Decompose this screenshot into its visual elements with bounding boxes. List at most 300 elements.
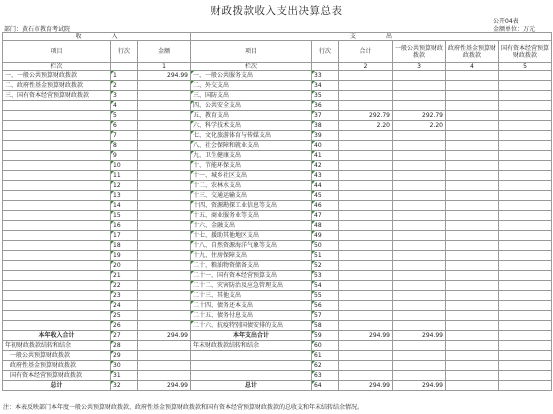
expense-item-header: 项目	[191, 41, 312, 63]
expense-item-cell: 四、公共安全支出	[191, 101, 312, 111]
income-row-no-cell: 22	[111, 281, 138, 291]
expense-item-cell: 本年支出合计	[191, 331, 312, 341]
income-amount-cell	[138, 341, 191, 351]
general-budget-cell	[393, 181, 446, 191]
income-row-no-cell: 31	[111, 371, 138, 381]
income-row-no-cell: 4	[111, 101, 138, 111]
expense-row-no-cell: 62	[312, 361, 339, 371]
income-amount-cell	[138, 141, 191, 151]
income-amount-cell	[138, 371, 191, 381]
gov-fund-cell	[446, 71, 499, 81]
gov-fund-cell	[446, 371, 499, 381]
income-row-no-cell: 9	[111, 151, 138, 161]
total-cell	[339, 131, 393, 141]
total-cell: 292.79	[339, 111, 393, 121]
total-cell: 294.99	[339, 331, 393, 341]
total-cell: 2.20	[339, 121, 393, 131]
table-row	[3, 181, 552, 191]
table-row	[3, 321, 552, 331]
expense-item-cell: 三、国防支出	[191, 91, 312, 101]
income-item-cell	[3, 121, 111, 131]
income-row-no-cell: 12	[111, 181, 138, 191]
state-capital-cell	[499, 161, 552, 171]
table-row	[3, 261, 552, 271]
expense-row-no-cell: 47	[312, 211, 339, 221]
general-budget-cell	[393, 291, 446, 301]
income-item-cell: 一般公共预算财政拨款	[3, 351, 111, 361]
expense-item-cell: 十、节能环保支出	[191, 161, 312, 171]
expense-item-cell: 二、外交支出	[191, 81, 312, 91]
general-budget-cell	[393, 261, 446, 271]
income-amount-cell	[138, 181, 191, 191]
income-amount-cell	[138, 301, 191, 311]
expense-item-cell: 五、教育支出	[191, 111, 312, 121]
expense-row-no-cell: 46	[312, 201, 339, 211]
state-capital-cell	[499, 211, 552, 221]
expense-item-cell	[191, 351, 312, 361]
expense-row-no-cell: 50	[312, 241, 339, 251]
income-item-cell: 一、一般公共预算财政拨款	[3, 71, 111, 81]
table-row	[3, 221, 552, 231]
income-amount-cell	[138, 81, 191, 91]
income-row-no-cell: 25	[111, 311, 138, 321]
income-row-no-cell: 6	[111, 121, 138, 131]
table-row	[3, 151, 552, 161]
expense-item-cell: 十三、交通运输支出	[191, 191, 312, 201]
table-row	[3, 171, 552, 181]
state-capital-cell	[499, 351, 552, 361]
general-budget-cell: 292.79	[393, 111, 446, 121]
income-row-no-cell: 18	[111, 241, 138, 251]
state-capital-cell	[499, 91, 552, 101]
gov-fund-cell	[446, 331, 499, 341]
general-budget-cell	[393, 131, 446, 141]
state-capital-cell	[499, 241, 552, 251]
income-amount-cell	[138, 161, 191, 171]
expense-row-no-cell: 59	[312, 331, 339, 341]
income-row-no-cell: 16	[111, 221, 138, 231]
expense-item-cell	[191, 371, 312, 381]
expense-item-cell: 八、社会保障和就业支出	[191, 141, 312, 151]
gov-fund-cell	[446, 231, 499, 241]
total-cell	[339, 211, 393, 221]
state-capital-cell	[499, 321, 552, 331]
state-capital-cell	[499, 201, 552, 211]
income-item-cell	[3, 211, 111, 221]
total-cell	[339, 261, 393, 271]
gov-fund-cell	[446, 211, 499, 221]
general-budget-cell	[393, 301, 446, 311]
col-num-1: 1	[138, 63, 191, 71]
general-budget-cell	[393, 81, 446, 91]
expense-item-cell: 年末财政拨款结转和结余	[191, 341, 312, 351]
gov-fund-cell	[446, 381, 499, 391]
gov-fund-cell	[446, 161, 499, 171]
gov-fund-cell	[446, 261, 499, 271]
state-capital-cell	[499, 181, 552, 191]
income-row-no-cell: 28	[111, 341, 138, 351]
expense-item-cell: 十六、金融支出	[191, 221, 312, 231]
col-num-5: 5	[499, 63, 552, 71]
income-item-cell: 政府性基金预算财政拨款	[3, 361, 111, 371]
gov-fund-cell	[446, 191, 499, 201]
expense-item-cell: 总计	[191, 381, 312, 391]
general-budget-cell	[393, 201, 446, 211]
income-amount-cell	[138, 281, 191, 291]
income-amount-cell	[138, 121, 191, 131]
income-amount-cell: 294.99	[138, 331, 191, 341]
income-item-cell	[3, 221, 111, 231]
income-item-cell: 年初财政拨款结转和结余	[3, 341, 111, 351]
income-row-no-cell: 21	[111, 271, 138, 281]
expense-item-cell: 二十五、债务付息支出	[191, 311, 312, 321]
expense-col-blank	[312, 63, 339, 71]
state-capital-cell	[499, 171, 552, 181]
state-capital-cell	[499, 331, 552, 341]
table-row	[3, 311, 552, 321]
state-capital-cell	[499, 101, 552, 111]
expense-row-no-cell: 61	[312, 351, 339, 361]
income-col-blank	[111, 63, 138, 71]
expense-item-cell: 十二、农林水支出	[191, 181, 312, 191]
income-amount-cell	[138, 351, 191, 361]
state-capital-cell	[499, 251, 552, 261]
table-row	[3, 231, 552, 241]
income-item-cell	[3, 261, 111, 271]
general-budget-cell	[393, 321, 446, 331]
expense-row-no-cell: 53	[312, 271, 339, 281]
state-capital-cell	[499, 141, 552, 151]
expense-item-cell: 十八、自然资源海洋气象等支出	[191, 241, 312, 251]
income-amount-cell	[138, 151, 191, 161]
state-capital-cell	[499, 291, 552, 301]
income-row-no-cell: 15	[111, 211, 138, 221]
expense-item-cell: 十七、援助其他地区支出	[191, 231, 312, 241]
expense-item-cell: 二十、粮油物资储备支出	[191, 261, 312, 271]
expense-row-no-cell: 34	[312, 81, 339, 91]
total-cell	[339, 91, 393, 101]
unit-label: 金额单位：万元	[493, 26, 536, 33]
state-capital-cell	[499, 81, 552, 91]
state-capital-cell	[499, 371, 552, 381]
income-row-no-cell: 7	[111, 131, 138, 141]
total-cell	[339, 321, 393, 331]
income-row-no-cell: 3	[111, 91, 138, 101]
expense-item-cell: 九、卫生健康支出	[191, 151, 312, 161]
state-capital-cell	[499, 221, 552, 231]
income-item-cell	[3, 241, 111, 251]
table-row	[3, 211, 552, 221]
gov-fund-cell	[446, 311, 499, 321]
income-item-cell	[3, 301, 111, 311]
expense-item-cell: 十九、住房保障支出	[191, 251, 312, 261]
expense-row-no-cell: 54	[312, 281, 339, 291]
gov-fund-cell	[446, 361, 499, 371]
income-row-no-cell: 19	[111, 251, 138, 261]
income-amount-cell	[138, 191, 191, 201]
income-row-no-cell: 29	[111, 351, 138, 361]
expense-item-cell: 二十一、国有资本经营预算支出	[191, 271, 312, 281]
gov-fund-cell	[446, 291, 499, 301]
gov-fund-cell	[446, 341, 499, 351]
income-amount-cell	[138, 271, 191, 281]
expense-row-no-cell: 37	[312, 111, 339, 121]
table-row	[3, 271, 552, 281]
income-row-no-cell: 30	[111, 361, 138, 371]
expense-row-no-cell: 48	[312, 221, 339, 231]
income-amount-cell	[138, 251, 191, 261]
state-capital-cell	[499, 271, 552, 281]
table-row	[3, 241, 552, 251]
expense-row-no-cell: 55	[312, 291, 339, 301]
expense-row-no-cell: 44	[312, 181, 339, 191]
gov-fund-cell	[446, 201, 499, 211]
general-budget-cell	[393, 351, 446, 361]
income-col-label: 栏次	[3, 63, 111, 71]
state-capital-cell	[499, 231, 552, 241]
total-cell	[339, 301, 393, 311]
total-cell: 294.99	[339, 381, 393, 391]
total-cell	[339, 101, 393, 111]
income-item-cell	[3, 171, 111, 181]
expense-row-no-cell: 58	[312, 321, 339, 331]
gov-fund-cell	[446, 121, 499, 131]
table-row	[3, 71, 552, 81]
income-amount-cell	[138, 361, 191, 371]
expense-row-no-cell: 57	[312, 311, 339, 321]
total-cell	[339, 81, 393, 91]
state-capital-cell	[499, 71, 552, 81]
expense-row-no-cell: 56	[312, 301, 339, 311]
general-budget-cell	[393, 281, 446, 291]
general-budget-cell	[393, 231, 446, 241]
general-budget-cell	[393, 221, 446, 231]
income-item-cell	[3, 321, 111, 331]
col-num-4: 4	[446, 63, 499, 71]
col-num-2: 2	[339, 63, 393, 71]
expense-row-no-cell: 51	[312, 251, 339, 261]
expense-row-no-cell: 33	[312, 71, 339, 81]
income-item-cell	[3, 151, 111, 161]
income-amount-cell	[138, 91, 191, 101]
income-row-no-cell: 20	[111, 261, 138, 271]
general-budget-cell	[393, 211, 446, 221]
general-budget-cell: 294.99	[393, 331, 446, 341]
expense-item-cell	[191, 361, 312, 371]
income-row-no-cell: 10	[111, 161, 138, 171]
expense-item-cell: 十一、城乡社区支出	[191, 171, 312, 181]
total-cell	[339, 371, 393, 381]
income-item-cell	[3, 111, 111, 121]
income-header: 收 入	[3, 33, 191, 41]
table-row	[3, 101, 552, 111]
table-row	[3, 361, 552, 371]
general-budget-cell	[393, 161, 446, 171]
table-row	[3, 371, 552, 381]
income-item-cell	[3, 131, 111, 141]
general-budget-cell	[393, 241, 446, 251]
budget-table	[2, 32, 552, 391]
income-row-no-header: 行次	[111, 41, 138, 63]
state-capital-cell	[499, 261, 552, 271]
expense-header: 支 出	[191, 33, 552, 41]
table-row	[3, 201, 552, 211]
gov-fund-header: 政府性基金预算财政拨款	[446, 41, 499, 63]
income-item-header: 项目	[3, 41, 111, 63]
total-cell	[339, 361, 393, 371]
table-row	[3, 251, 552, 261]
total-cell	[339, 291, 393, 301]
income-row-no-cell: 2	[111, 81, 138, 91]
income-row-no-cell: 27	[111, 331, 138, 341]
state-capital-cell	[499, 191, 552, 201]
total-cell	[339, 351, 393, 361]
gov-fund-cell	[446, 91, 499, 101]
income-amount-cell	[138, 201, 191, 211]
table-row	[3, 191, 552, 201]
expense-item-cell: 十四、资源勘探工业信息等支出	[191, 201, 312, 211]
expense-row-no-cell: 39	[312, 131, 339, 141]
total-cell	[339, 191, 393, 201]
form-code: 公开04表	[493, 18, 519, 25]
gov-fund-cell	[446, 351, 499, 361]
expense-row-no-cell: 41	[312, 151, 339, 161]
income-item-cell	[3, 311, 111, 321]
expense-item-cell: 二十四、债务还本支出	[191, 301, 312, 311]
income-item-cell	[3, 231, 111, 241]
general-budget-cell	[393, 141, 446, 151]
income-amount-cell	[138, 211, 191, 221]
general-budget-cell	[393, 191, 446, 201]
total-cell	[339, 141, 393, 151]
gov-fund-cell	[446, 241, 499, 251]
total-cell	[339, 151, 393, 161]
state-capital-cell	[499, 341, 552, 351]
expense-item-cell: 二十六、抗疫特别国债安排的支出	[191, 321, 312, 331]
footnote: 注：本表反映部门本年度一般公共预算财政拨款、政府性基金预算财政拨款和国有资本经营预算财政拨款的总收支和年末结转结余情况。	[3, 404, 364, 411]
table-row	[3, 121, 552, 131]
general-budget-cell	[393, 151, 446, 161]
total-cell	[339, 281, 393, 291]
income-amount-header: 金额	[138, 41, 191, 63]
state-capital-cell	[499, 301, 552, 311]
total-cell	[339, 251, 393, 261]
table-row	[3, 341, 552, 351]
income-item-cell	[3, 291, 111, 301]
expense-row-no-cell: 38	[312, 121, 339, 131]
general-budget-cell: 2.20	[393, 121, 446, 131]
expense-row-no-cell: 43	[312, 171, 339, 181]
table-row	[3, 331, 552, 341]
expense-row-no-cell: 52	[312, 261, 339, 271]
income-item-cell	[3, 251, 111, 261]
income-row-no-cell: 11	[111, 171, 138, 181]
state-capital-cell	[499, 381, 552, 391]
general-budget-cell	[393, 361, 446, 371]
table-row	[3, 111, 552, 121]
gov-fund-cell	[446, 151, 499, 161]
expense-item-cell: 二十三、其他支出	[191, 291, 312, 301]
general-budget-cell: 294.99	[393, 381, 446, 391]
income-item-cell	[3, 101, 111, 111]
income-amount-cell	[138, 101, 191, 111]
income-row-no-cell: 8	[111, 141, 138, 151]
state-capital-cell	[499, 311, 552, 321]
income-row-no-cell: 5	[111, 111, 138, 121]
income-item-cell	[3, 271, 111, 281]
gov-fund-cell	[446, 321, 499, 331]
income-amount-cell	[138, 321, 191, 331]
income-item-cell	[3, 141, 111, 151]
total-cell	[339, 221, 393, 231]
table-row	[3, 131, 552, 141]
table-row	[3, 291, 552, 301]
income-amount-cell	[138, 111, 191, 121]
total-cell	[339, 181, 393, 191]
state-capital-cell	[499, 121, 552, 131]
income-amount-cell	[138, 231, 191, 241]
total-cell	[339, 341, 393, 351]
expense-row-no-cell: 60	[312, 341, 339, 351]
table-row	[3, 161, 552, 171]
general-budget-cell	[393, 371, 446, 381]
gov-fund-cell	[446, 301, 499, 311]
state-capital-cell	[499, 151, 552, 161]
expense-row-no-cell: 45	[312, 191, 339, 201]
table-row	[3, 141, 552, 151]
income-item-cell	[3, 201, 111, 211]
income-amount-cell	[138, 171, 191, 181]
income-item-cell	[3, 181, 111, 191]
general-budget-cell	[393, 341, 446, 351]
gov-fund-cell	[446, 221, 499, 231]
expense-row-no-cell: 35	[312, 91, 339, 101]
gov-fund-cell	[446, 281, 499, 291]
col-num-3: 3	[393, 63, 446, 71]
gov-fund-cell	[446, 271, 499, 281]
table-row	[3, 281, 552, 291]
gov-fund-cell	[446, 141, 499, 151]
income-item-cell: 三、国有资本经营预算财政拨款	[3, 91, 111, 101]
income-amount-cell	[138, 241, 191, 251]
general-budget-header: 一般公共预算财政拨款	[393, 41, 446, 63]
total-cell	[339, 241, 393, 251]
general-budget-cell	[393, 251, 446, 261]
income-amount-cell	[138, 311, 191, 321]
table-row	[3, 381, 552, 391]
income-row-no-cell: 24	[111, 301, 138, 311]
gov-fund-cell	[446, 171, 499, 181]
income-item-cell: 二、政府性基金预算财政拨款	[3, 81, 111, 91]
income-amount-cell	[138, 221, 191, 231]
income-amount-cell	[138, 291, 191, 301]
gov-fund-cell	[446, 81, 499, 91]
income-row-no-cell: 23	[111, 291, 138, 301]
income-item-cell: 国有资本经营预算财政拨款	[3, 371, 111, 381]
expense-row-no-cell: 36	[312, 101, 339, 111]
state-capital-header: 国有资本经营预算财政拨款	[499, 41, 552, 63]
table-row	[3, 301, 552, 311]
expense-row-no-cell: 42	[312, 161, 339, 171]
general-budget-cell	[393, 91, 446, 101]
general-budget-cell	[393, 271, 446, 281]
income-amount-cell	[138, 261, 191, 271]
general-budget-cell	[393, 311, 446, 321]
department-name: 部门：黄石市教育考试院	[4, 26, 71, 33]
income-item-cell	[3, 191, 111, 201]
income-item-cell: 总计	[3, 381, 111, 391]
total-cell	[339, 71, 393, 81]
